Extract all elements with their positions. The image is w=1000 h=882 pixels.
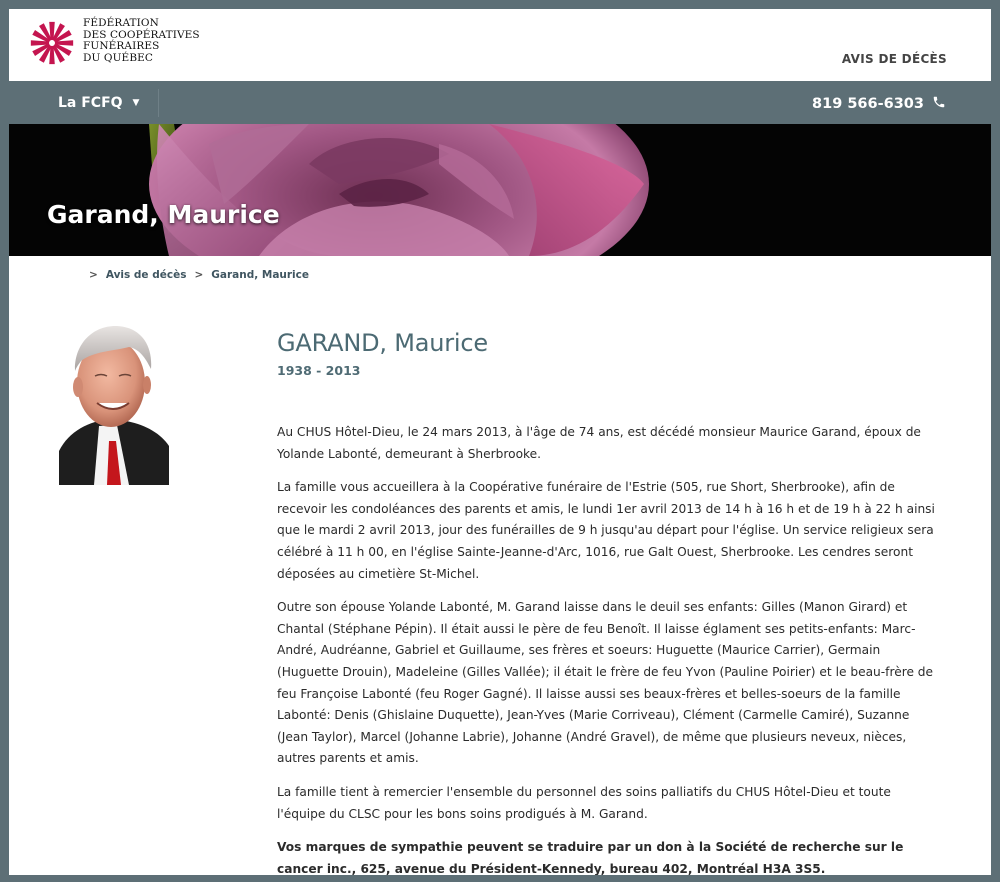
deceased-photo: [59, 321, 169, 485]
starburst-logo-icon: [29, 20, 75, 66]
notice-paragraph: Au CHUS Hôtel-Dieu, le 24 mars 2013, à l'âge de 74 ans, est décédé monsieur Maurice Garand, époux de Yolande Labonté, demeurant à Sherbrooke.: [277, 425, 921, 461]
avis-de-deces-link[interactable]: AVIS DE DÉCÈS: [841, 52, 947, 66]
notice-body: [277, 422, 935, 875]
banner-title: Garand, Maurice: [47, 200, 280, 229]
logo-line: FUNÉRAIRES: [83, 40, 160, 52]
notice-paragraph: La famille tient à remercier l'ensemble du personnel des soins palliatifs du CHUS Hôtel-Dieu et toute l'équipe du CLSC pour les bons soins prodigués à M. Garand.: [277, 784, 891, 821]
phone-link[interactable]: [812, 95, 946, 113]
breadcrumb-separator: >: [194, 269, 204, 281]
portrait-image: [59, 321, 169, 485]
logo-line: FÉDÉRATION: [83, 17, 159, 29]
page-frame: [9, 9, 991, 875]
caret-down-icon: ▼: [132, 98, 140, 108]
notice-paragraph: Outre son épouse Yolande Labonté, M. Garand laisse dans le deuil ses enfants: Gilles (Manon Girard) et Chantal (Stéphane Pépin). Il était aussi le père de feu Benoît. Il laisse églament ses petits-enfants: Marc-André, Audréanne, Gabriel et Guillaume, ses frères et soeurs: Huguette (Maurice Carrier), Germain (Huguette Drouin), Madeleine (Gilles Vallée); il était le frère de feu Yvon (Pauline Poirier) et le beau-frère de feu Françoise Labonté (feu Roger Gagné). Il laisse aussi ses beaux-frères et belles-soeurs de la famille Labonté: Denis (Ghislaine Duquette), Jean-Yves (Marie Corriveau), Clément (Carmelle Camiré), Suzanne (Jean Taylor), Marcel (Johanne Labrie), Johanne (André Gravel), de même que plusieurs neveux, nièces, autres parents et amis.: [277, 600, 934, 766]
phone-number: 819 566-6303: [812, 96, 924, 112]
life-years: 1938 - 2013: [277, 363, 361, 378]
hero-banner: [9, 124, 991, 256]
logo-text: [83, 18, 200, 64]
notice-content: [277, 329, 935, 875]
logo-line: DU QUÉBEC: [83, 51, 154, 64]
rose-image: [9, 124, 991, 256]
la-fcfq-menu[interactable]: [58, 95, 139, 111]
deceased-name: GARAND, Maurice: [277, 329, 488, 357]
phone-icon: [932, 95, 946, 113]
breadcrumb-separator: >: [89, 269, 98, 281]
logo-line: DES COOPÉRATIVES: [83, 28, 200, 41]
breadcrumb-avis-de-deces[interactable]: Avis de décès: [105, 269, 187, 281]
site-logo[interactable]: [29, 17, 200, 66]
nav-menu-label: La FCFQ: [58, 95, 123, 111]
breadcrumb: [89, 269, 317, 281]
nav-divider: [158, 89, 159, 117]
notice-paragraph: La famille vous accueillera à la Coopérative funéraire de l'Estrie (505, rue Short, Sherbrooke), afin de recevoir les condoléances des parents et amis, le lundi 1er avril 2013 de 14 h à 16 h et de 19 h à 22 h ainsi que le mardi 2 avril 2013, jour des funérailles de 9 h jusqu'au départ pour l'église. Un service religieux sera célébré à 11 h 00, en l'église Sainte-Jeanne-d'Arc, 1016, rue Galt Ouest, Sherbrooke. Les cendres seront déposées au cimetière St-Michel.: [277, 480, 935, 581]
donation-note: Vos marques de sympathie peuvent se traduire par un don à la Société de recherche sur le cancer inc., 625, avenue du Président-Kennedy, bureau 402, Montréal H3A 3S5.: [277, 840, 904, 875]
nav-bar: [9, 81, 991, 124]
site-header: [9, 9, 991, 81]
breadcrumb-current: Garand, Maurice: [211, 269, 310, 281]
